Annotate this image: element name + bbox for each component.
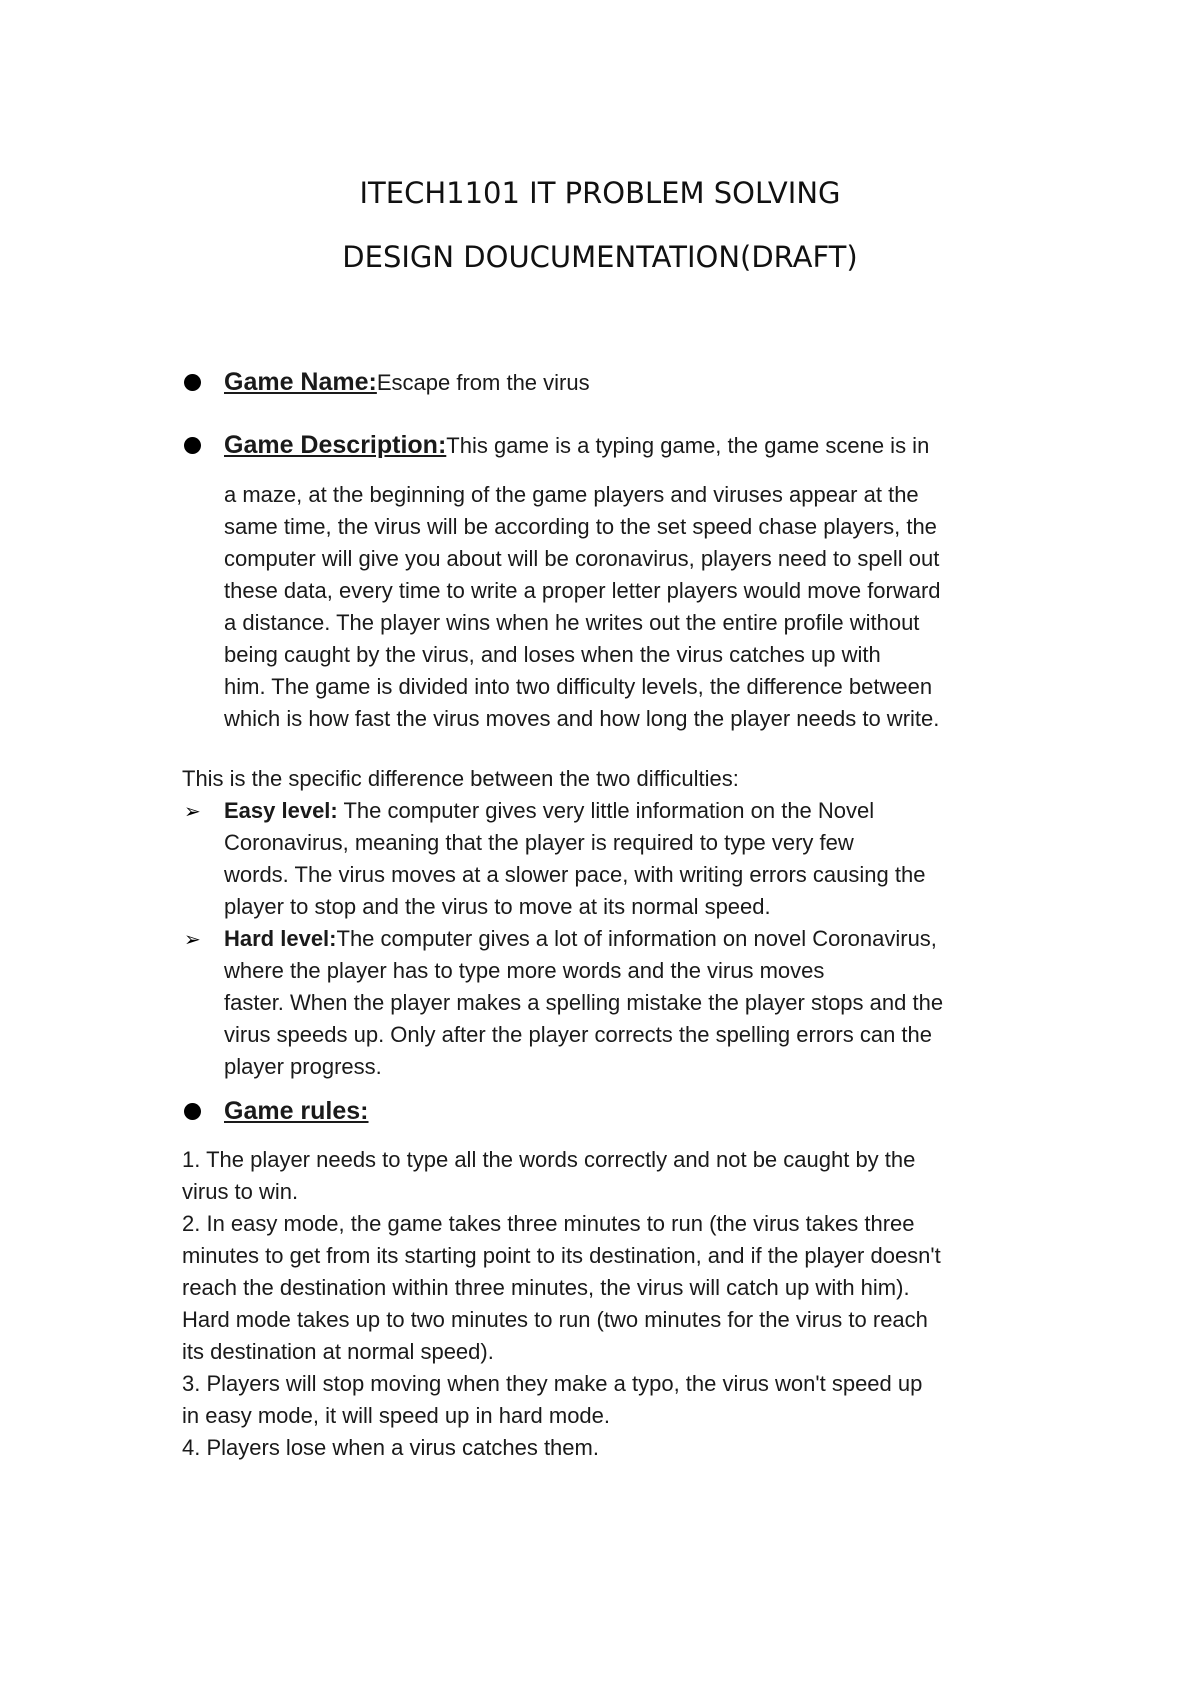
hard-level-line: faster. When the player makes a spelling mistake the player stops and the [224,990,944,1015]
hard-level-line: virus speeds up. Only after the player corrects the spelling errors can the [224,1022,933,1047]
hard-level-label: Hard level: [224,926,337,951]
rules-line: minutes to get from its starting point to its destination, and if the player doesn't [182,1243,941,1268]
difficulties-intro: This is the specific difference between the two difficulties: [182,766,739,791]
description-line: computer will give you about will be coronavirus, players need to spell out [224,546,940,571]
rules-line: its destination at normal speed). [182,1339,494,1364]
description-line: being caught by the virus, and loses when the virus catches up with [224,642,881,667]
easy-level-first-line: The computer gives very little information on the Novel [337,798,875,823]
hard-level-first-line: The computer gives a lot of information on novel Coronavirus, [336,926,937,951]
rules-line: 3. Players will stop moving when they make a typo, the virus won't speed up [182,1371,923,1396]
bullet-dot-icon [184,374,201,391]
bullet-dot-icon [184,437,201,454]
description-line: a distance. The player wins when he writes out the entire profile without [224,610,920,635]
description-line: which is how fast the virus moves and how long the player needs to write. [224,706,940,731]
rules-line: virus to win. [182,1179,299,1204]
game-name-label: Game Name: [224,368,377,396]
game-name-value: Escape from the virus [376,370,590,395]
hard-level-line: where the player has to type more words and the virus moves [224,958,825,983]
easy-level-line: player to stop and the virus to move at its normal speed. [224,894,771,919]
description-line: him. The game is divided into two difficulty levels, the difference between [224,674,933,699]
rules-line: 1. The player needs to type all the words correctly and not be caught by the [182,1147,916,1172]
arrowhead-bullet-icon: ➢ [184,927,201,951]
game-description-body [224,479,1024,735]
easy-level-line: words. The virus moves at a slower pace, with writing errors causing the [224,862,926,887]
easy-level-line: Coronavirus, meaning that the player is required to type very few [224,830,854,855]
document-subtitle: DESIGN DOUCUMENTATION(DRAFT) [342,240,858,274]
game-rules-label: Game rules: [224,1097,369,1125]
description-line: a maze, at the beginning of the game players and viruses appear at the [224,482,919,507]
hard-level-line: player progress. [224,1054,382,1079]
description-line: these data, every time to write a proper letter players would move forward [224,578,941,603]
rules-line: 4. Players lose when a virus catches them. [182,1435,599,1460]
rules-line: in easy mode, it will speed up in hard mode. [182,1403,611,1428]
bullet-dot-icon [184,1103,201,1120]
rules-line: 2. In easy mode, the game takes three minutes to run (the virus takes three [182,1211,915,1236]
rules-line: Hard mode takes up to two minutes to run (two minutes for the virus to reach [182,1307,928,1332]
document-title: ITECH1101 IT PROBLEM SOLVING [359,176,841,210]
easy-level-label: Easy level: [224,798,338,823]
game-description-label: Game Description: [224,431,447,459]
description-line: same time, the virus will be according to the set speed chase players, the [224,514,937,539]
game-rules-body [182,1144,1030,1464]
game-description-first-line: This game is a typing game, the game scene is in [446,433,930,458]
rules-line: reach the destination within three minutes, the virus will catch up with him). [182,1275,910,1300]
arrowhead-bullet-icon: ➢ [184,799,201,823]
